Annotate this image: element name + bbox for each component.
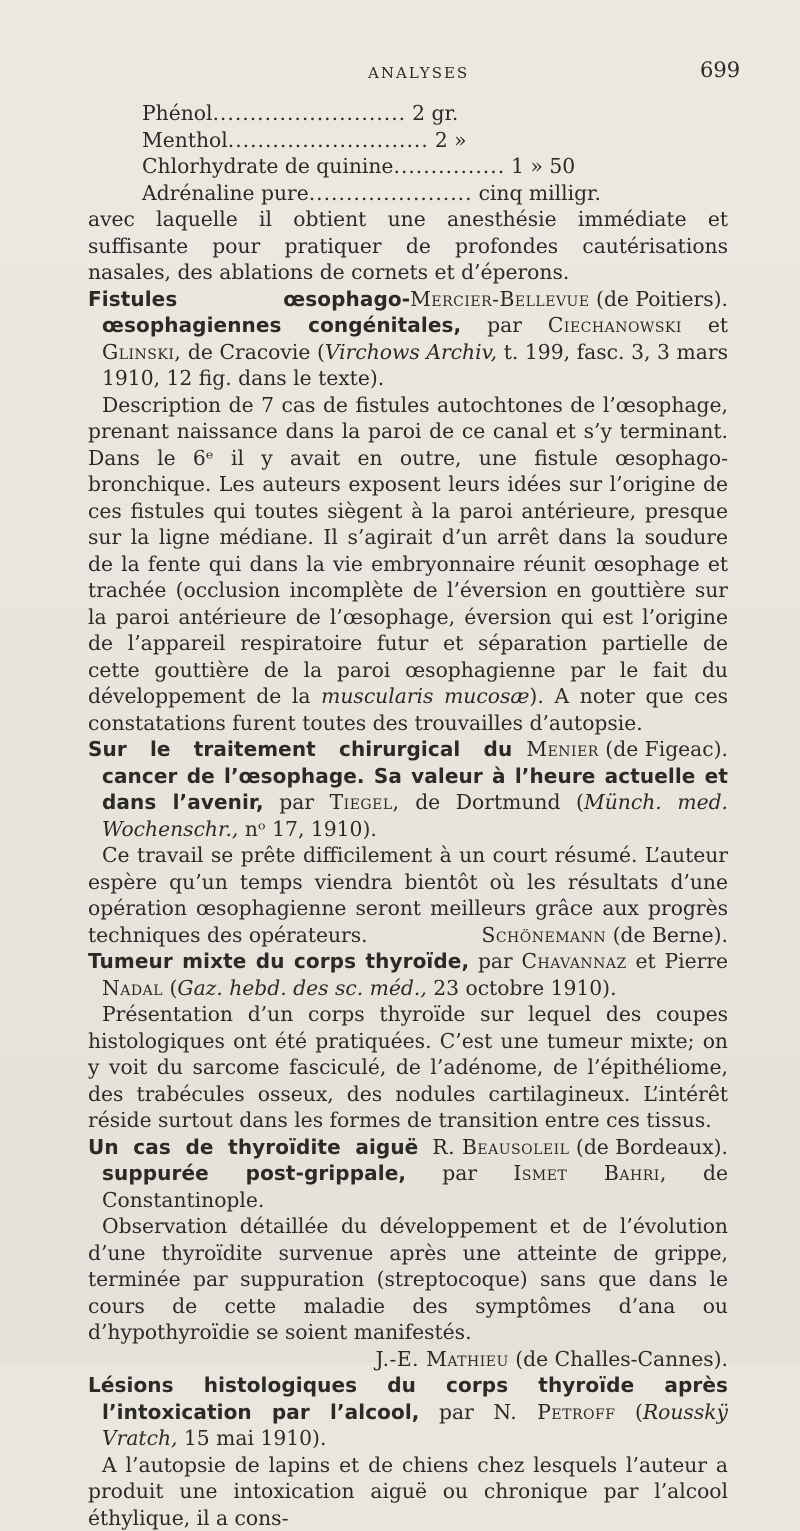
article-author: Nadal [102,976,163,1000]
formula-line: Menthol ........................... 2 » [142,127,728,154]
article-title: Sur le traitement chirurgical du cancer de l’œsophage. Sa valeur à l’heure actuelle et dans l’avenir, [88,737,728,814]
article-author: Ciechanowski [548,313,682,337]
formula-line: Chlorhydrate de quinine ............... 1 » 50 [142,153,728,180]
article-title: Tumeur mixte du corps thyroïde, [88,949,469,973]
article-author: Tiegel, [330,790,400,814]
article-heading: Un cas de thyroïdite aiguë suppurée post-grippale, par Ismet Bahri, de Constantinople. [88,1134,728,1214]
signature: Schönemann (de Berne). [467,922,728,949]
article-body: A l’autopsie de lapins et de chiens chez lesquels l’auteur a produit une intoxication aiguë ou chronique par l’alcool éthylique, il a cons- [88,1452,728,1531]
journal-name: Gaz. hebd. des sc. méd., [177,976,426,1000]
journal-name: Münch. med. Wochenschr., [102,790,728,841]
article-body: Présentation d’un corps thyroïde sur lequel des coupes histologiques ont été pratiquées. C’est une tumeur mixte; on y voit du sarcome fasciculé, de l’adénome, de l’épithéliome, des trabécules osseux, des nodules cartilagineux. L’intérêt réside surtout dans les formes de transition entre ces tissus. R. Beausoleil (de Bordeaux). [88,1001,728,1134]
signature: J.-E. Mathieu (de Challes-Cannes). [88,1346,728,1373]
page-header [0,58,800,88]
formula-line: Adrénaline pure ...................... cinq milligr. [142,180,728,207]
signature: R. Beausoleil (de Bordeaux). [418,1134,728,1161]
text-column [88,100,728,1531]
journal-name: Rousskÿ Vratch, [102,1400,728,1451]
article-title: Fistules œsophago-œsophagiennes congénitales, [88,287,461,338]
article-author: Glinski, [102,340,181,364]
article-author: Chavannaz [522,949,627,973]
journal-name: Virchows Archiv, [325,340,497,364]
page-number: 699 [700,58,740,82]
article-heading: Lésions histologiques du corps thyroïde après l’intoxication par l’alcool, par N. Petroff (Rousskÿ Vratch, 15 mai 1910). [88,1372,728,1452]
intro-paragraph: avec laquelle il obtient une anesthésie immédiate et suffisante pour pratiquer de profondes cautérisations nasales, des ablations de cornets et d’éperons. Mercier-Bellevue (de Poitiers). [88,206,728,286]
article-heading: Fistules œsophago-œsophagiennes congénitales, par Ciechanowski et Glinski, de Cracovie (Virchows Archiv, t. 199, fasc. 3, 3 mars 1910, 12 fig. dans le texte). [88,286,728,392]
article-body: Ce travail se prête difficilement à un court résumé. L’auteur espère qu’un temps viendra bientôt où les résultats d’une opération œsophagienne seront meilleurs grâce aux progrès techniques des opérateurs. Schönemann (de Berne). [88,842,728,948]
article-title: Lésions histologiques du corps thyroïde après l’intoxication par l’alcool, [88,1373,728,1424]
signature: Mercier-Bellevue (de Poitiers). [410,286,728,313]
running-title: ANALYSES [368,64,469,82]
article-body: Description de 7 cas de fistules autochtones de l’œsophage, prenant naissance dans la paroi de ce canal et s’y terminant. Dans le 6ᵉ il y avait en outre, une fistule œsophago-bronchique. Les auteurs exposent leurs idées sur l’origine de ces fistules qui toutes siègent à la paroi antérieure, presque sur la ligne médiane. Il s’agirait d’un arrêt dans la soudure de la fente qui dans la vie embryonnaire réunit œsophage et trachée (occlusion incomplète de l’éversion en gouttière sur la paroi antérieure de l’œsophage, éversion qui est l’origine de l’appareil respiratoire futur et séparation partielle de cette gouttière de la paroi œsophagienne par le fait du développement de la muscularis mucosæ). A noter que ces constatations furent toutes des trouvailles d’autopsie. Menier (de Figeac). [88,392,728,737]
formula-line: Phénol .......................... 2 gr. [142,100,728,127]
article-title: Un cas de thyroïdite aiguë suppurée post-grippale, [88,1135,418,1186]
article-body: Observation détaillée du développement et de l’évolution d’une thyroïdite survenue après une atteinte de grippe, terminée par suppuration (streptocoque) sans que dans le cours de cette maladie des symptômes d’ana ou d’hypothyroïdie se soient manifestés. [88,1213,728,1346]
article-heading: Tumeur mixte du corps thyroïde, par Chavannaz et Pierre Nadal (Gaz. hebd. des sc. méd., 23 octobre 1910). [88,948,728,1001]
article-author: N. Petroff [493,1400,615,1424]
article-heading: Sur le traitement chirurgical du cancer de l’œsophage. Sa valeur à l’heure actuelle et dans l’avenir, par Tiegel, de Dortmund (Münch. med. Wochenschr., nᵒ 17, 1910). [88,736,728,842]
signature: Menier (de Figeac). [512,736,728,763]
article-author: Ismet Bahri, [513,1161,666,1185]
